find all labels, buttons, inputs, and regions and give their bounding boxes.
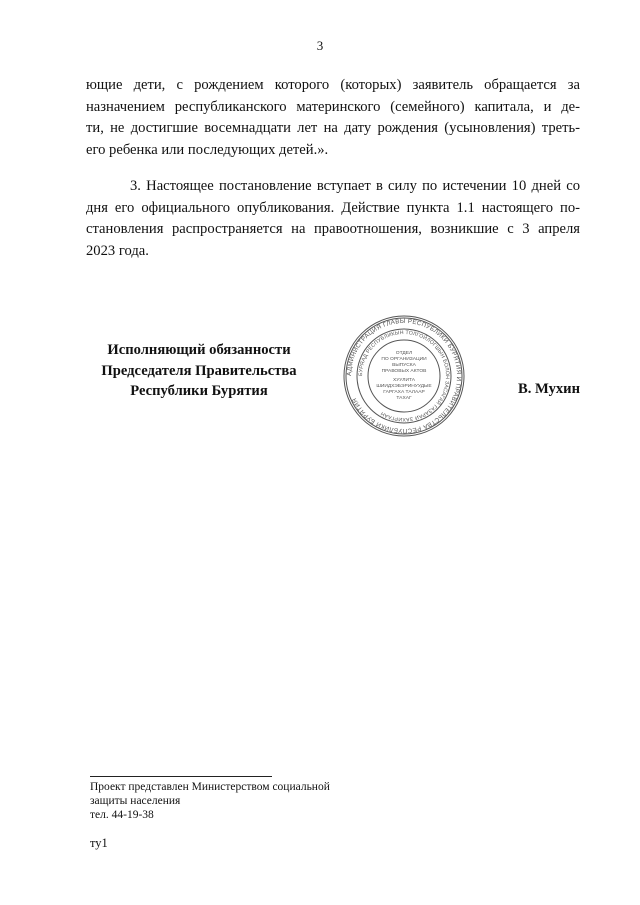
seal-inner-text: БУРЯАД РЕСПУБЛИКЫН ТОЛГОЙЛОГШЫН БОЛОН ЗАСАГАЙ ГАЗАРАЙ ЗАХИРГААН: [357, 329, 451, 423]
seal-center-line: ВЫПУСКА: [392, 363, 416, 368]
footnote-line: защиты населения: [90, 795, 181, 807]
seal-center-line: ПО ОРГАНИЗАЦИИ: [381, 357, 427, 362]
text-line: 2023 года.: [86, 242, 149, 259]
footnote-divider: [90, 776, 272, 777]
text-line: дня его официального опубликования. Действие пункта 1.1 настоящего по-: [86, 199, 580, 216]
footnote-line: Проект представлен Министерством социальной: [90, 781, 330, 793]
signer-title-line: Председателя Правительства: [101, 362, 297, 379]
text-line: ти, не достигшие восемнадцати лет на дату рождения (усыновления) треть-: [86, 120, 580, 136]
footnote: [90, 780, 330, 822]
seal-center-line: ГАРГАХА ТАЛААР: [383, 390, 425, 395]
svg-text:БУРЯАД РЕСПУБЛИКЫН ТОЛГОЙЛОГШЫ: [358, 330, 450, 423]
official-seal: [342, 314, 466, 438]
text-line: его ребенка или последующих детей.».: [86, 141, 329, 158]
paragraph-item-3: [86, 176, 580, 262]
signer-title-line: Республики Бурятия: [130, 383, 268, 399]
seal-center-line: ТАХАГ: [396, 396, 412, 401]
text-line: назначением республиканского материнского (семейного) капитала, и де-: [86, 98, 580, 115]
paragraph-continuation: [86, 75, 580, 161]
seal-outer-text: АДМИНИСТРАЦИЯ ГЛАВЫ РЕСПУБЛИКИ БУРЯТИЯ И ПРАВИТЕЛЬСТВА РЕСПУБЛИКИ БУРЯТИЯ: [345, 317, 463, 435]
text-line: становления распространяется на правоотношения, возникшие с 3 апреля: [86, 221, 580, 237]
seal-center-line: ОТДЕЛ: [395, 351, 413, 356]
document-code: ту1: [90, 836, 108, 850]
page-number: 3: [316, 38, 324, 53]
text-line: 3. Настоящее постановление вступает в силу по истечении 10 дней со: [130, 178, 580, 194]
signer-title: [84, 340, 314, 402]
seal-center-line: ХУУЛИТА: [392, 378, 416, 383]
text-line: ющие дети, с рождением которого (которых) заявитель обращается за: [86, 77, 580, 93]
signer-title-line: Исполняющий обязанности: [107, 342, 291, 358]
footnote-line: тел. 44-19-38: [90, 809, 154, 821]
seal-center-line: ШИИДХЭБЭРИНУУДЫЕ: [376, 384, 432, 389]
seal-center-line: ПРАВОВЫХ АКТОВ: [381, 369, 427, 374]
signer-name: В. Мухин: [517, 381, 580, 397]
